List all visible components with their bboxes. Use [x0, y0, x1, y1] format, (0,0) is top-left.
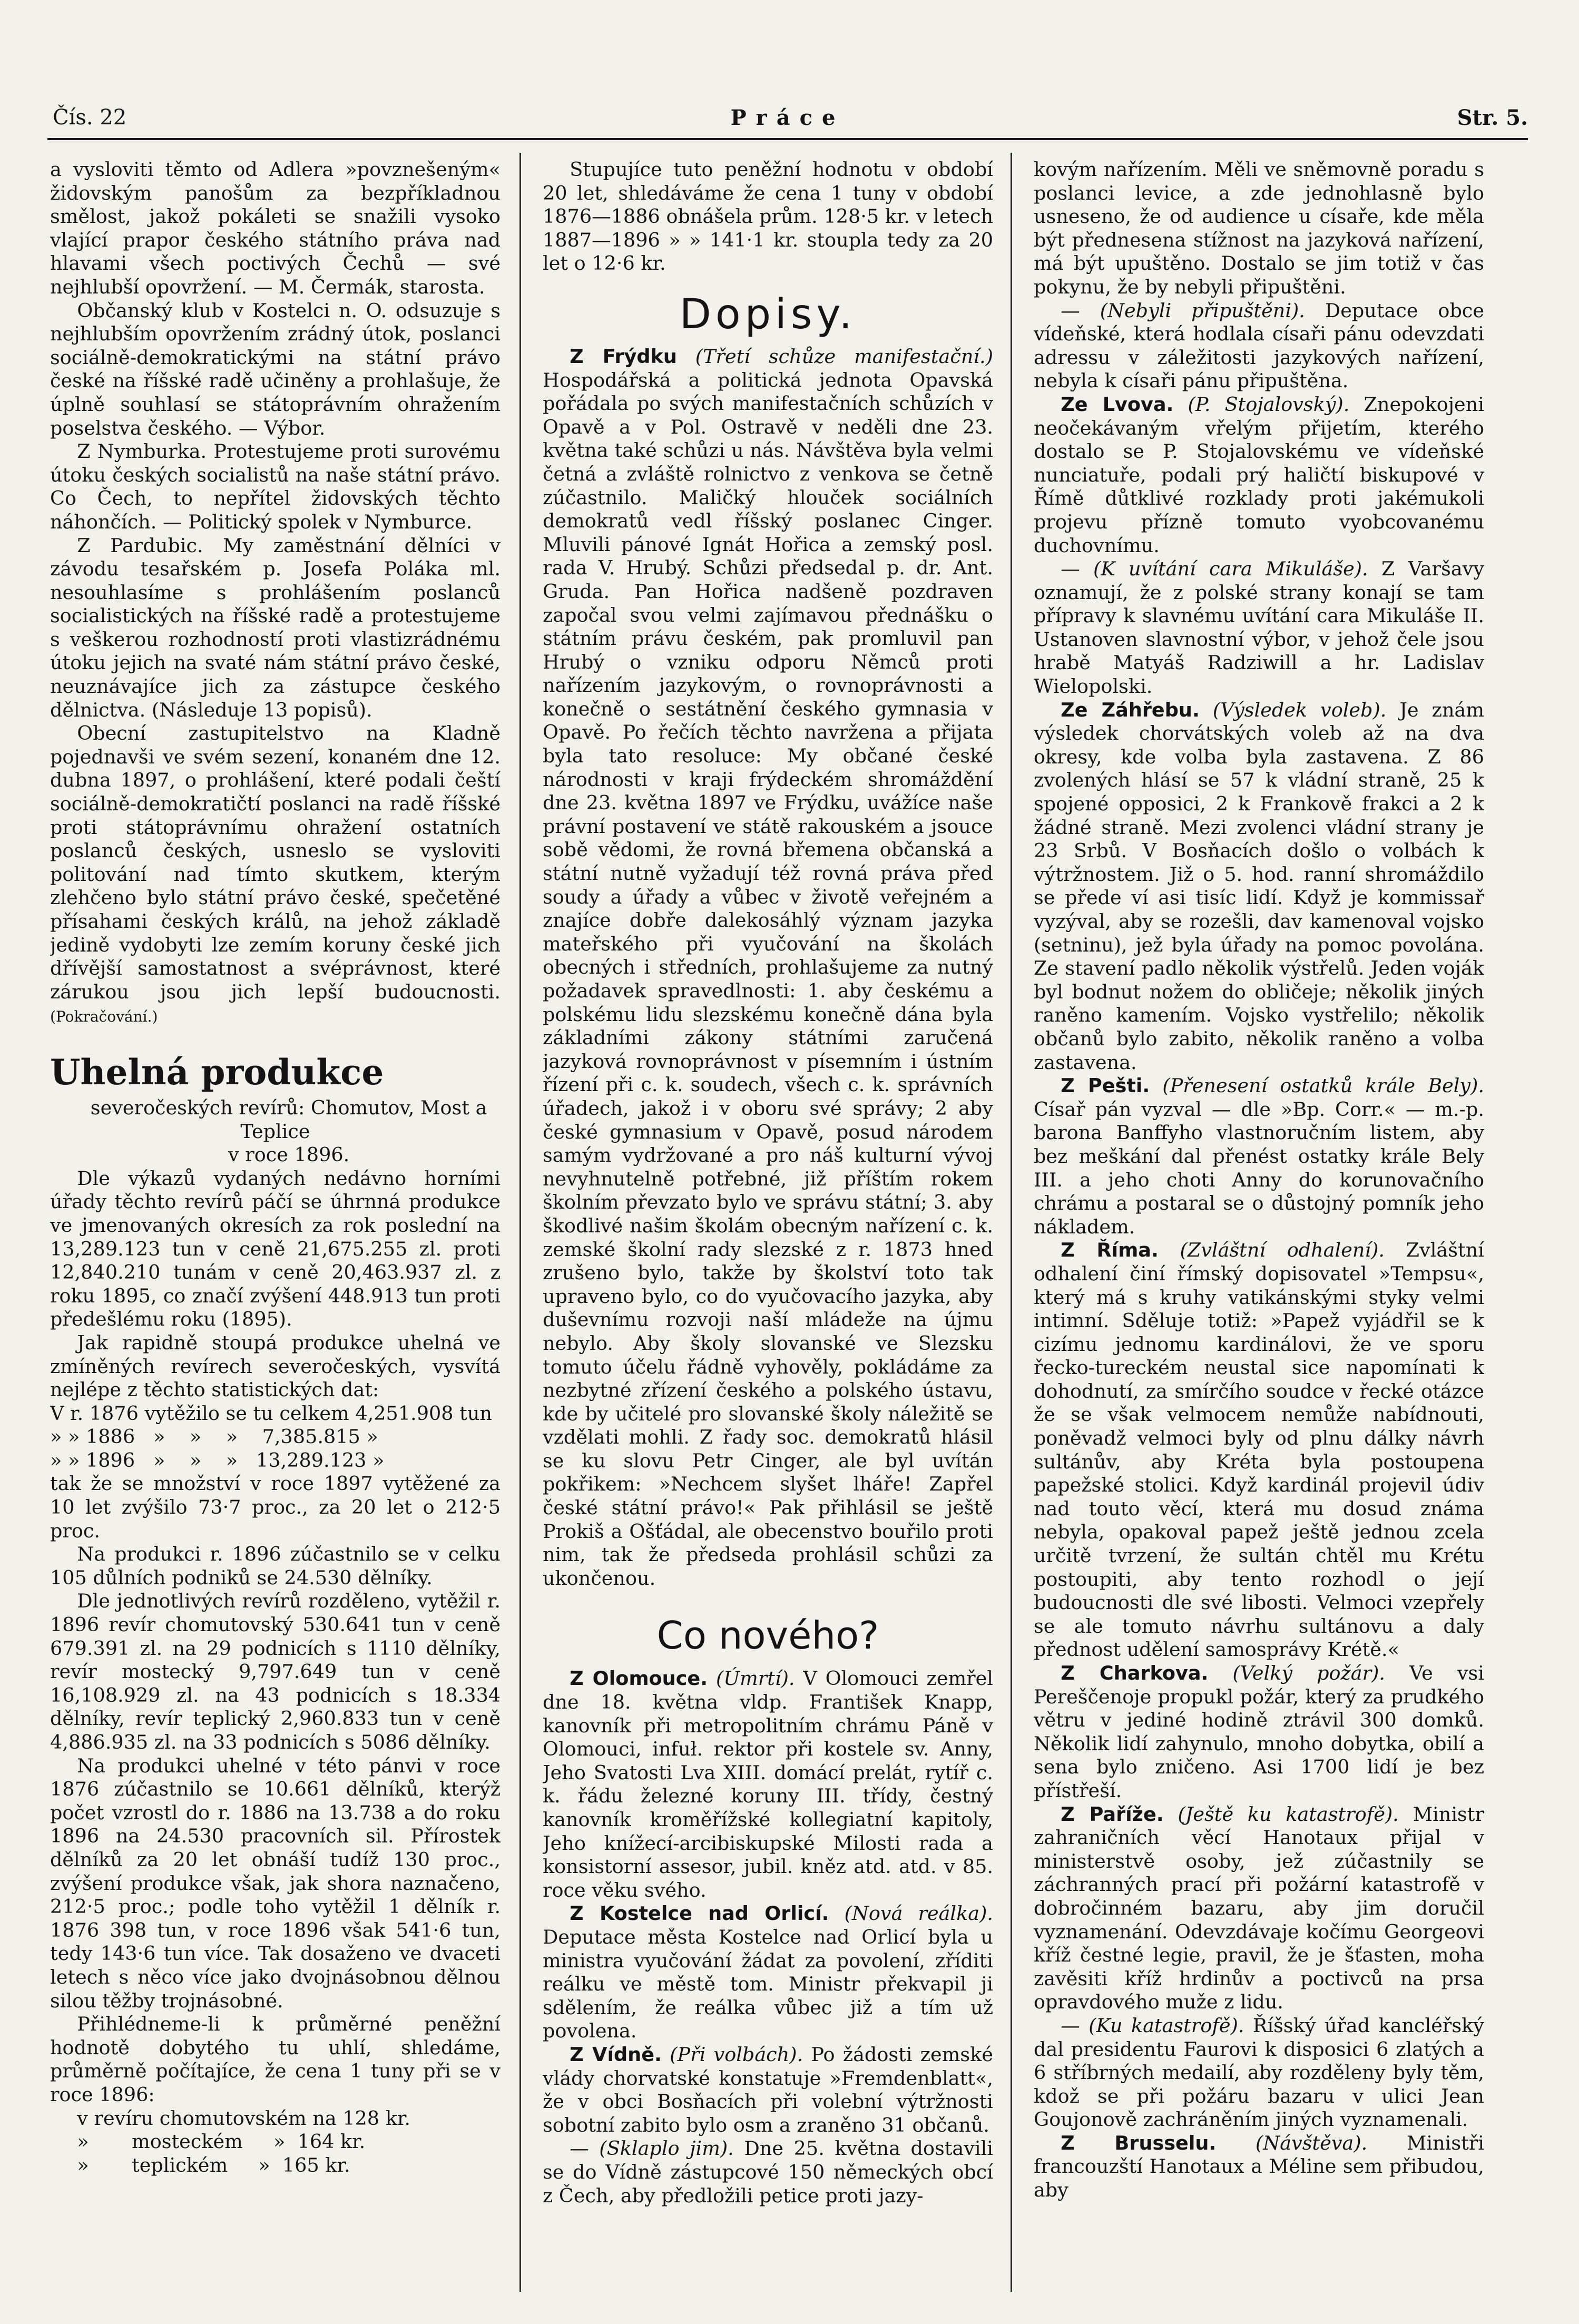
paragraph: Z Nymburka. Protestujeme proti surovému útoku českých socialistů na naše státní právo. Co Čech, to nepřítel židovských těchto náhončích. — Politický spolek v Nymburce. — [50, 440, 501, 533]
news-item — [1034, 557, 1484, 699]
news-place: Z Paříže. — [1061, 1802, 1164, 1826]
news-text: Ministr zahraničních věcí Hanotaux přijal v ministerstvě osoby, jež zúčastnily se záchranných prací při požární katastrofě v dobročinném bazaru, aby jim doručil vyznamenání. Odevzdávaje kočímu Georgeovi kříž čestné legie, pravil, že je šťasten, moha zavěsiti kříž hrdinův a poctivců na prsa opravdového muže z lidu. — [1034, 1802, 1484, 2014]
section-heading-dopisy: Dopisy. — [679, 290, 857, 338]
news-text: V Olomouci zemřel dne 18. května vldp. František Knapp, kanovník při metropolitním chrámu Páně v Olomouci, infuł. rektor při kostele sv. Anny, Jeho Svatosti Lva XIII. domácí prelát, rytíř c. k. řádu železné koruny III. třídy, čestný kanovník kroměřížské kollegiatní kapitoly, Jeho knížecí-arcibiskupské Milosti rada a konsistorní assesor, jubil. kněz atd. atd. v 85. roce věku svého. — [543, 1667, 993, 1901]
news-item — [543, 1667, 993, 1902]
paragraph: Stupujíce tuto peněžní hodnotu v období 20 let, shledáváme že cena 1 tuny v období 1876—1886 obnášela prům. 128·5 kr. v letech 1887—1896 » » 141·1 kr. stoupla tedy za 20 let o 12·6 kr. — [543, 158, 993, 275]
price-line: » mosteckém » 164 kr. — [77, 2130, 366, 2153]
article-subtitle: severočeských revírů: Chomutov, Most a Teplice — [90, 1096, 487, 1143]
news-text: Z Varšavy oznamují, že z polské strany konají se tam přípravy k slavnému uvítání cara Mikuláše II. Ustanoven slavnostní výbor, v jehož čele jsou hrabě Matyáš Radziwill a hr. Ladislav Wielopolski. — [1034, 557, 1484, 698]
continuation-note: (Pokračování.) — [50, 1008, 158, 1026]
column-divider-1 — [519, 153, 521, 2292]
news-title: — (Sklaplo jim). — [570, 2137, 734, 2160]
paragraph — [50, 722, 501, 1029]
news-item — [1034, 2014, 1484, 2132]
news-place: Z Pešti. — [1061, 1074, 1150, 1097]
news-title: (Přenesení ostatků krále Bely). — [1162, 1074, 1484, 1097]
paragraph: tak že se množství v roce 1897 vytěžené za 10 let zvýšilo 73·7 proc., za 20 let o 212·5 proc. — [50, 1472, 501, 1542]
news-text: Ministři francouzští Hanotaux a Méline sem přibudou, aby — [1034, 2131, 1484, 2202]
news-text: Deputace obce vídeňské, která hodlala císaři pánu odevzdati adressu v záležitosti jazykových nařízení, nebyla k císaři pánu připuštěna. — [1034, 299, 1484, 393]
news-title: (Návštěva). — [1256, 2131, 1368, 2154]
paragraph: Z Pardubic. My zaměstnání dělníci v závodu tesařském p. Josefa Poláka ml. nesouhlasíme s prohlášením poslanců socialistických na říšské radě a protestujeme s veškerou rozhodností proti vlastizrádnému útoku jejich na svaté nám státní právo české, neuznávajíce jich za zástupce českého dělnictva. (Následuje 13 popisů). — [50, 534, 501, 721]
paragraph: a vysloviti těmto od Adlera »povznešeným« židovským panošům za bezpříkladnou smělost, jakož pokáleti se snažili vysoko vlající prapor českého státního práva nad hlavami všech poctivých Čechů — své nejhlubší opovržení. — M. Čermák, starosta. — [50, 158, 501, 298]
news-item — [1034, 299, 1484, 393]
news-item — [543, 1902, 993, 2043]
news-text: Po žádosti zemské vlády chorvatské konstatuje »Fremdenblatt«, že v obci Bosňacích při volební výtržnosti sobotní zabito bylo osm a zraněno 31 občanů. — [543, 2043, 993, 2136]
news-title: (Velký požár). — [1232, 1662, 1385, 1684]
news-title: (Nová reálka). — [844, 1902, 993, 1925]
column-1 — [50, 158, 501, 2297]
news-title: (P. Stojalovský). — [1188, 393, 1350, 416]
news-place: Z Říma. — [1061, 1239, 1159, 1262]
paragraph: Přihlédneme-li k průměrné peněžní hodnotě dobytého tu uhlí, shledáme, průměrně počítajíce, že cena 1 tuny při se v roce 1896: — [50, 2013, 501, 2106]
article-subtitle: v roce 1896. — [228, 1143, 350, 1166]
news-title: (Ještě ku katastrofě). — [1178, 1802, 1399, 1826]
price-line: » teplickém » 165 kr. — [77, 2153, 350, 2176]
news-text: Dne 25. května dostavili se do Vídně zástupcové 150 německých obcí z Čech, aby předložili petice proti jazy- — [543, 2137, 993, 2207]
dispatch-place: Z Frýdku — [570, 345, 677, 368]
news-item — [543, 2137, 993, 2208]
paragraph: kovým nařízením. Měli ve sněmovně poradu s poslanci levice, a zde jednohlasně bylo usneseno, že od audience u císaře, kde měla být přednesena stížnost na jazyková nařízení, má být upuštěno. Dostalo se jim totiž v čas pokynu, že by nebyli připuštěni. — [1034, 158, 1484, 298]
news-text: Deputace města Kostelce nad Orlicí byla u ministra vyučování žádat za povolení, zříditi reálku ve městě tom. Ministr překvapil ji sdělením, že reálka vůbec již a tím už povolena. — [543, 1925, 993, 2043]
news-item — [1034, 1803, 1484, 2014]
news-text: Znepokojeni neočekávaným vřelým přijetím, kterého dostalo se P. Stojalovskému ve vídeňské nunciatuře, podali prý haličtí biskupové v Římě důtklivé rozklady proti jakémukoli projevu přízně tomuto vyobcovanému duchovnímu. — [1034, 393, 1484, 557]
dispatch-text: Hospodářská a politická jednota Opavská pořádala po svých manifestačních schůzích v Opavě a v Pol. Ostravě v neděli dne 23. května také schůzi u nás. Návštěva byla velmi četná a zvláště rolnictvo z venkova se četně zúčastnilo. Maličký hlouček sociálních demokratů vedl říšský poslanec Cinger. Mluvili pánové Ignát Hořica a zemský posl. rada V. Hrubý. Schůzi předsedal p. dr. Ant. Gruda. Pan Hořica nadšeně pozdraven započal svou velmi zajímavou přednášku o státním právu českém, pak promluvil pan Hrubý o vzniku odporu Němců proti nařízením jazykovým, o rovnoprávnosti a konečně o sestátnění českého gymnasia v Opavě. Po řečích těchto navržena a přijata byla tato resoluce: My občané české národnosti v kraji frýdeckém shromáždění dne 23. května 1897 ve Frýdku, uvážíce naše právní postavení ve státě rakouském a jsouce sobě vědomi, že rovná břemena občanská a státní nutně vyžadují též rovná práva před soudy a úřady a vůbec v životě veřejném a znajíce dobře dalekosáhlý význam jazyka mateřského při vyučování na školách obecných i středních, prohlašujeme za nutný požadavek spravedlnosti: 1. aby českému a polskému lidu slezskému konečně dána byla základními zákony státními zaručená jazyková rovnoprávnost v písemním i ústním řízení při c. k. soudech, všech c. k. správních úřadech, jakož i v oboru své správy; 2 aby české gymnasium v Opavě, posud národem samým vydržované a pro náš kulturní vývoj nevyhnutelně potřebné, již příštím rokem školním převzato bylo ve správu státní; 3. aby škodlivé našim školám obecným nařízení c. k. zemské školní rady slezské z r. 1873 hned zrušeno bylo, takže by školství toto tak upraveno bylo, co do vyučovacího jazyka, aby duševnímu rozvoji naší mládeže na újmu nebylo. Aby školy slovanské ve Slezsku tomuto účelu řádně vyhověly, pokládáme za nezbytné zřízení českého a polského ústavu, kde by učitelé pro slovanské školy náležitě se vzdělati mohli. Z řady soc. demokratů hlásil se ku slovu Petr Cinger, ale byl uvítán pokřikem: »Nechcem slyšet lháře! Zapřel české státní právo!« Pak přihlásil se ještě Prokiš a Ošťádal, ale obecenstvo bouřilo proti nim, tak že předseda prohlásil schůzi za ukončenou. — [543, 368, 993, 1590]
column-2 — [543, 158, 993, 2297]
news-title: — (Ku katastrofě). — [1061, 2014, 1244, 2037]
news-text: Ve vsi Pereščenoje propukl požár, který za prudkého větru v jediné hodině ztrávil 300 domků. Několik lidí zahynulo, mnoho dobytka, obilí a sena bylo zničeno. Asi 1700 lidí je bez přístřeší. — [1034, 1662, 1484, 1802]
dispatch-title: (Třetí schůze manifestační.) — [695, 345, 993, 368]
news-item — [1034, 1074, 1484, 1239]
header-rule — [47, 138, 1528, 140]
news-place: Z Kostelce nad Orlicí. — [570, 1902, 829, 1925]
news-item — [1034, 699, 1484, 1075]
news-title: — (K uvítání cara Mikuláše). — [1061, 557, 1368, 581]
stat-line: » » 1886 » » » 7,385.815 » — [50, 1425, 378, 1448]
news-item — [1034, 393, 1484, 557]
issue-number: Čís. 22 — [53, 105, 127, 130]
news-item — [1034, 1239, 1484, 1662]
paragraph: Na produkci uhelné v této pánvi v roce 1876 zúčastnilo se 10.661 dělníků, kterýž počet vzrostl do r. 1886 na 13.738 a do roku 1896 na 24.530 pracovních sil. Přírostek dělníků za 20 let obnáší tudíž 130 proc., zvýšení produkce však, jak shora naznačeno, 212·5 proc.; podle toho vytěžil 1 dělník r. 1876 398 tun, v roce 1896 však 541·6 tun, tedy 143·6 tun více. Tak dosaženo ve dvaceti letech s něco více jako dvojnásobnou dělnou silou těžby trojnásobné. — [50, 1754, 501, 2012]
price-line: v revíru chomutovském na 128 kr. — [77, 2106, 410, 2130]
news-item — [543, 2043, 993, 2137]
news-text: Císař pán vyzval — dle »Bp. Corr.« — m.-p. barona Banffyho vlastnoručním listem, aby bez meškání dal přenést ostatky krále Bely III. a jeho choti Anny do korunovačního chrámu a postaral se o důstojný pomník jeho nákladem. — [1034, 1097, 1484, 1238]
column-divider-2 — [1011, 153, 1012, 2292]
page-header — [47, 105, 1528, 137]
news-place: Ze Lvova. — [1061, 393, 1174, 416]
news-place: Z Olomouce. — [570, 1667, 708, 1690]
news-title: (Zvláštní odhalení). — [1180, 1239, 1385, 1262]
news-text: Říšský úřad kancléřský dal presidentu Faurovi k disposici 6 zlatých a 6 stříbrných medailí, aby rozděleny byly těm, kdož se při požáru bazaru v ulici Jean Goujonově zachráněním jiných vyznamenali. — [1034, 2014, 1484, 2131]
dispatch — [543, 345, 993, 1590]
section-heading-co-noveho: Co nového? — [656, 1613, 879, 1658]
paragraph-text: Obecní zastupitelstvo na Kladně pojednavši ve svém sezení, konaném dne 12. dubna 1897, o prohlášení, které podali čeští sociálně-demokratičtí poslanci na radě říšské proti státoprávnímu ohražení ostatních poslanců českých, usneslo se vysloviti politování nad tímto skutkem, kterým zlehčeno bylo státní právo české, spečetěné přísahami českých králů, na jehož základě jedině vydobyti lze zemím koruny české jich dřívější samostatnost a svéprávnost, které zárukou jsou jich lepší budoucnosti. — [50, 722, 501, 1003]
news-place: Z Brusselu. — [1061, 2131, 1217, 2154]
column-3 — [1034, 158, 1484, 2297]
paragraph: Dle jednotlivých revírů rozděleno, vytěžil r. 1896 revír chomutovský 530.641 tun v ceně 679.391 zl. na 29 podnicích s 1110 dělníky, revír mostecký 9,797.649 tun v ceně 16,108.929 zl. na 43 podnicích s 18.334 dělníky, revír teplický 2,960.833 tun v ceně 4,886.935 zl. na 33 podnicích s 5086 dělníky. — [50, 1590, 501, 1753]
news-title: (Při volbách). — [670, 2043, 803, 2066]
article-headline: Uhelná produkce — [50, 1051, 384, 1093]
news-item — [1034, 2132, 1484, 2202]
paragraph: Jak rapidně stoupá produkce uhelná ve zmíněných revírech severočeských, vysvítá nejlépe z těchto statistických dat: — [50, 1331, 501, 1401]
news-text: Je znám výsledek chorvátských voleb až na dva okresy, kde volba byla zastavena. Z 86 zvolených hlásí se 57 k vládní straně, 25 k spojené opposici, 2 k Frankově frakci a 2 k žádné straně. Mezi zvolenci vládní strany je 23 Srbů. V Bosňacích došlo o volbách k výtržnostem. Již o 5. hod. ranní shromáždilo se přede ví asi tisíc lidí. Když je kommissař vyzýval, aby se rozešli, dav kamenoval vojsko (setninu), jež byla úřady na pomoc povolána. Ze stavení padlo několik výstřelů. Jeden voják byl bodnut nožem do obličeje; několik jiných raněno kamením. Vojsko vystřelilo; několik občanů bylo zabito, několik raněno a volba zastavena. — [1034, 698, 1484, 1074]
news-item — [1034, 1662, 1484, 1803]
page-number: Str. 5. — [1457, 105, 1528, 130]
paragraph: Občanský klub v Kostelci n. O. odsuzuje s nejhlubším opovržením zrádný útok, poslanci sociálně-demokratickými na státní právo české na říšské radě učiněny a prohlašuje, že úplně souhlasí se státoprávním ohražením poselstva českého. — Výbor. — [50, 299, 501, 439]
news-text: Zvláštní odhalení činí římský dopisovatel »Tempsu«, který má s kruhy vatikánskými styky velmi intimní. Sděluje totiž: »Papež vyjádřil se k cizímu jednomu kardinálovi, že ve sporu řecko-tureckém neustal sice napomínati k dohodnutí, za smírčího soudce v řecké otázce že se však velmocem nemůže nabídnouti, poněvadž velmoci byly od plnu dálky návrh sultánův, aby Kréta byla postoupena papežské stolici. Když kardinál projevil údiv nad touto věcí, která mu dosud známa nebyla, opakoval papež ještě jednou zcela určitě tvrzení, že sultán chtěl mu Krétu postoupiti, aby tento rozhodl o její budoucnosti dle své libosti. Velmoci vzepřely se ale tomuto návrhu sultánovu a daly přednost udělení samosprávy Krétě.« — [1034, 1239, 1484, 1661]
news-place: Z Vídně. — [570, 2043, 662, 2066]
news-title: — (Nebyli připuštěni). — [1061, 299, 1305, 322]
news-title: (Úmrtí). — [715, 1667, 795, 1690]
newspaper-title: Práce — [730, 105, 845, 130]
news-title: (Výsledek voleb). — [1212, 698, 1387, 721]
news-place: Ze Záhřebu. — [1061, 698, 1200, 721]
paragraph: Dle výkazů vydaných nedávno horními úřady těchto revírů páčí se úhrnná produkce ve jmenovaných okresích za rok poslední na 13,289.123 tun v ceně 21,675.255 zl. proti 12,840.210 tunám v ceně 20,463.937 zl. z roku 1895, co značí zvýšení 448.913 tun proti předešlému roku (1895). — [50, 1166, 501, 1331]
stat-line: V r. 1876 vytěžilo se tu celkem 4,251.908 tun — [50, 1401, 492, 1425]
stat-line: » » 1896 » » » 13,289.123 » — [50, 1448, 385, 1472]
news-place: Z Charkova. — [1061, 1662, 1209, 1684]
paragraph: Na produkci r. 1896 zúčastnilo se v celku 105 důlních podniků se 24.530 dělníky. — [50, 1543, 501, 1589]
